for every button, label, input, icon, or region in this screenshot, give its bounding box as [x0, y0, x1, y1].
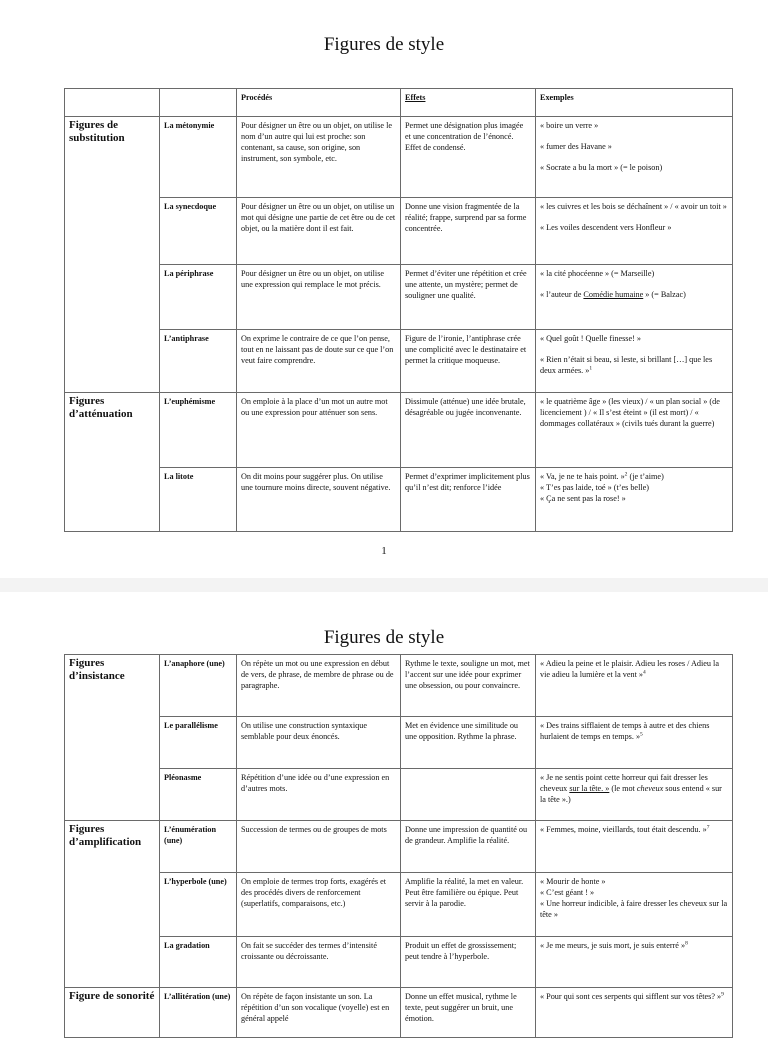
exemples-cell: [536, 330, 733, 393]
figure-name: L’euphémisme: [160, 393, 237, 468]
table-row: [65, 988, 733, 1038]
example-text: [540, 720, 728, 742]
example-fragment: « Pour qui sont ces serpents qui sifflent sur vos têtes? »: [540, 992, 722, 1001]
exemples-cell: [536, 468, 733, 532]
effet-text: Produit un effet de grossissement; peut tendre à l’hyperbole.: [401, 937, 536, 988]
effet-text: Donne une impression de quantité ou de grandeur. Amplifie la réalité.: [401, 821, 536, 873]
table-row: [65, 821, 733, 873]
example-underlined: sur la tête. »: [569, 784, 610, 794]
procede-text: On répète de façon insistante un son. La répétition d’un son vocalique (voyelle) est en général appelé: [237, 988, 401, 1038]
header-cell: [65, 89, 160, 117]
category-substitution: Figures de substitution: [65, 117, 160, 393]
exemples-cell: [536, 117, 733, 198]
figure-name: Le parallélisme: [160, 717, 237, 769]
effet-text: Dissimule (atténue) une idée brutale, désagréable ou jugée inconvenante.: [401, 393, 536, 468]
footnote-ref: 9: [721, 991, 724, 998]
exemples-cell: [536, 769, 733, 821]
example-text: « Les voiles descendent vers Honfleur »: [540, 223, 672, 233]
example-text: « Ça ne sent pas la rose! »: [540, 494, 626, 504]
category-insistance: Figures d’insistance: [65, 655, 160, 821]
example-fragment: « Je me meurs, je suis mort, je suis enterré »: [540, 941, 686, 950]
example-text: [540, 824, 728, 835]
table-row: [65, 117, 733, 198]
header-procedes: Procédés: [237, 89, 401, 117]
figure-name: La périphrase: [160, 265, 237, 330]
footnote-ref: 2: [624, 471, 628, 478]
procede-text: On emploie de termes trop forts, exagérés et des procédés divers de renforcement (superlatifs, comparaisons, etc.): [237, 873, 401, 937]
figure-name: La métonymie: [160, 117, 237, 198]
figures-table-page-1: [64, 88, 733, 532]
procede-text: Répétition d’une idée ou d’une expression en d’autres mots.: [237, 769, 401, 821]
exemples-cell: [536, 988, 733, 1038]
effet-text: Donne un effet musical, rythme le texte, peut suggérer un bruit, une émotion.: [401, 988, 536, 1038]
example-fragment: « Des trains sifflaient de temps à autre et des chiens hurlaient de temps en temps. »: [540, 721, 710, 742]
header-effets: Effets: [401, 89, 536, 117]
table-row: [65, 937, 733, 988]
header-cell: [160, 89, 237, 117]
exemples-cell: [536, 937, 733, 988]
effet-text: Rythme le texte, souligne un mot, met l’accent sur une idée pour exprimer une obsession, ou pour convaincre.: [401, 655, 536, 717]
header-exemples: Exemples: [536, 89, 733, 117]
procede-text: Succession de termes ou de groupes de mots: [237, 821, 401, 873]
example-text: « Socrate a bu la mort » (= le poison): [540, 163, 663, 173]
table-row: [65, 198, 733, 265]
figures-table-page-2: [64, 654, 733, 1038]
example-text: « boire un verre »: [540, 121, 599, 130]
table-row: [65, 393, 733, 468]
page-title: Figures de style: [323, 34, 445, 55]
example-italic: cheveux: [636, 784, 664, 794]
example-fragment: (je t’aime): [629, 472, 664, 481]
table-row: [65, 873, 733, 937]
footnote-ref: 7: [706, 824, 710, 831]
example-fragment: » (= Balzac): [643, 290, 686, 300]
example-text: [540, 289, 728, 300]
procede-text: On exprime le contraire de ce que l’on pense, tout en ne laissant pas de doute sur ce que l’on veut faire comprendre.: [237, 330, 401, 393]
example-fragment: (le mot: [609, 784, 637, 794]
example-fragment: « Je ne sentis point cette horreur qui fait dresser les cheveux: [540, 773, 708, 794]
procede-text: On répète un mot ou une expression en début de vers, de phrase, de membre de phrase ou de paragraphe.: [237, 655, 401, 717]
figure-name: L’antiphrase: [160, 330, 237, 393]
footnote-ref: 1: [589, 365, 593, 372]
effet-text: Met en évidence une similitude ou une opposition. Rythme la phrase.: [401, 717, 536, 769]
example-text: [540, 772, 728, 805]
table-row: [65, 717, 733, 769]
exemples-cell: [536, 198, 733, 265]
footnote-ref: 5: [640, 731, 643, 738]
exemples-cell: [536, 873, 733, 937]
table-row: [65, 769, 733, 821]
figure-name: L’anaphore (une): [160, 655, 237, 717]
exemples-cell: [536, 265, 733, 330]
example-fragment: sous entend « sur la tête ».): [540, 784, 722, 805]
exemples-cell: [536, 717, 733, 769]
example-text: « fumer des Havane »: [540, 142, 612, 152]
example-title-underlined: Comédie humaine: [583, 290, 644, 300]
figure-name: Pléonasme: [160, 769, 237, 821]
example-text: « Quel goût ! Quelle finesse! »: [540, 334, 641, 343]
figure-name: La synecdoque: [160, 198, 237, 265]
procede-text: On fait se succéder des termes d’intensité croissante ou décroissante.: [237, 937, 401, 988]
effet-text: [401, 769, 536, 821]
exemples-cell: [536, 821, 733, 873]
effet-text: Permet d’éviter une répétition et crée une attente, un mystère; permet de souligner une qualité.: [401, 265, 536, 330]
table-row: [65, 655, 733, 717]
procede-text: On utilise une construction syntaxique semblable pour deux énoncés.: [237, 717, 401, 769]
example-text: [540, 471, 728, 482]
example-text: [540, 658, 728, 680]
figure-name: L’énumération (une): [160, 821, 237, 873]
example-text: « Mourir de honte »: [540, 877, 606, 886]
table-header-row: [65, 89, 733, 117]
example-fragment: « Adieu la peine et le plaisir. Adieu les roses / Adieu la vie adieu la lumière et la vent »: [540, 659, 719, 680]
page-separator: [0, 578, 768, 592]
example-text: « la cité phocéenne » (= Marseille): [540, 269, 655, 278]
example-fragment: « Va, je ne te hais point. »: [540, 472, 625, 481]
figure-name: L’allitération (une): [160, 988, 237, 1038]
effet-text: Amplifie la réalité, la met en valeur. Peut être familière ou épique. Peut servir à la parodie.: [401, 873, 536, 937]
example-text: « Une horreur indicible, à faire dresser les cheveux sur la tête »: [540, 899, 728, 920]
procede-text: Pour désigner un être ou un objet, on utilise une expression qui remplace le mot précis.: [237, 265, 401, 330]
figure-name: L’hyperbole (une): [160, 873, 237, 937]
procede-text: On emploie à la place d’un mot un autre mot ou une expression pour atténuer son sens.: [237, 393, 401, 468]
procede-text: Pour désigner un être ou un objet, on utilise un mot qui désigne une partie de cet être ou de cet objet, ou la matière dont il est fait.: [237, 198, 401, 265]
footnote-ref: 4: [642, 669, 646, 676]
example-text: « le quatrième âge » (les vieux) / « un plan social » (de licenciement ) / « Il s’est éteint » (il est mort) / « dommages collatéraux » (civils tués durant la guerre): [540, 397, 720, 429]
effet-text: Figure de l’ironie, l’antiphrase crée une complicité avec le destinataire et permet la critique moqueuse.: [401, 330, 536, 393]
example-text: [540, 940, 728, 951]
table-row: [65, 265, 733, 330]
exemples-cell: [536, 393, 733, 468]
exemples-cell: [536, 655, 733, 717]
procede-text: On dit moins pour suggérer plus. On utilise une tournure moins directe, souvent négative.: [237, 468, 401, 532]
effet-text: Permet une désignation plus imagée et une concentration de l’énoncé. Effet de condensé.: [401, 117, 536, 198]
table-row: [65, 330, 733, 393]
figure-name: La gradation: [160, 937, 237, 988]
effet-text: Donne une vision fragmentée de la réalité; frappe, surprend par sa forme concentrée.: [401, 198, 536, 265]
example-text: [540, 991, 728, 1002]
example-text: « T’es pas laide, toé » (t’es belle): [540, 483, 649, 493]
procede-text: Pour désigner un être ou un objet, on utilise le nom d’un autre qui lui est proche: son contenant, sa cause, son origine, son instrument, son symbole, etc.: [237, 117, 401, 198]
category-sonorite: Figure de sonorité: [65, 988, 160, 1038]
category-amplification: Figures d’amplification: [65, 821, 160, 988]
page-title: Figures de style: [323, 627, 445, 648]
example-fragment: « l’auteur de: [540, 290, 584, 300]
category-attenuation: Figures d’atténuation: [65, 393, 160, 532]
footnote-ref: 8: [685, 940, 688, 947]
table-row: [65, 468, 733, 532]
example-text: « C’est géant ! »: [540, 888, 595, 898]
example-fragment: « Femmes, moine, vieillards, tout était descendu. »: [540, 825, 707, 834]
page-number: 1: [381, 545, 387, 557]
example-text: [540, 354, 728, 376]
effet-text: Permet d’exprimer implicitement plus qu’il n’est dit; renforce l’idée: [401, 468, 536, 532]
example-text: « les cuivres et les bois se déchaînent » / « avoir un toit »: [540, 202, 727, 211]
figure-name: La litote: [160, 468, 237, 532]
example-fragment: « Rien n’était si beau, si leste, si brillant […] que les deux armées. »: [540, 355, 713, 376]
